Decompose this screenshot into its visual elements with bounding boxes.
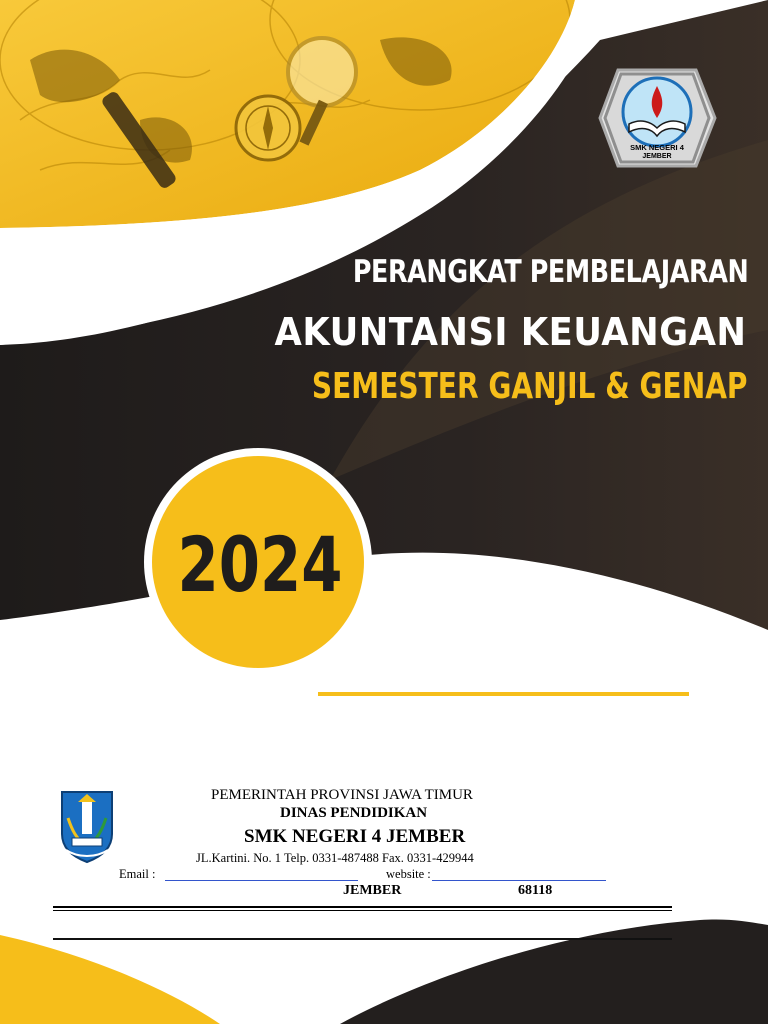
title-subject: AKUNTANSI KEUANGAN [274,310,746,354]
school-name: SMK NEGERI 4 JEMBER [244,826,466,847]
compass [236,96,300,160]
title-semester: SEMESTER GANJIL & GENAP [312,366,748,407]
school-address: JL.Kartini. No. 1 Telp. 0331-487488 Fax. 0331-429944 [196,851,474,865]
bottom-gold-wave [0,935,220,1024]
gold-divider [318,692,689,696]
bottom-dark-wave-2 [340,919,768,1024]
letterhead-rule-thick [53,906,672,908]
website-label: website : [386,867,431,881]
logo-text-1: SMK NEGERI 4 [630,143,684,152]
logo-text-2: JEMBER [642,153,672,160]
postal-code: 68118 [518,883,553,898]
year-text: 2024 [177,520,343,609]
title-perangkat: PERANGKAT PEMBELAJARAN [352,254,748,290]
government-name: PEMERINTAH PROVINSI JAWA TIMUR [211,787,473,803]
city-name: JEMBER [343,883,402,898]
bottom-rule [53,938,672,940]
email-underline[interactable] [165,880,358,881]
letterhead-rule-thin [53,910,672,911]
province-emblem [58,788,116,864]
school-logo [599,66,715,170]
website-underline[interactable] [432,880,606,881]
email-label: Email : [119,867,156,881]
department-name: DINAS PENDIDIKAN [280,805,428,821]
